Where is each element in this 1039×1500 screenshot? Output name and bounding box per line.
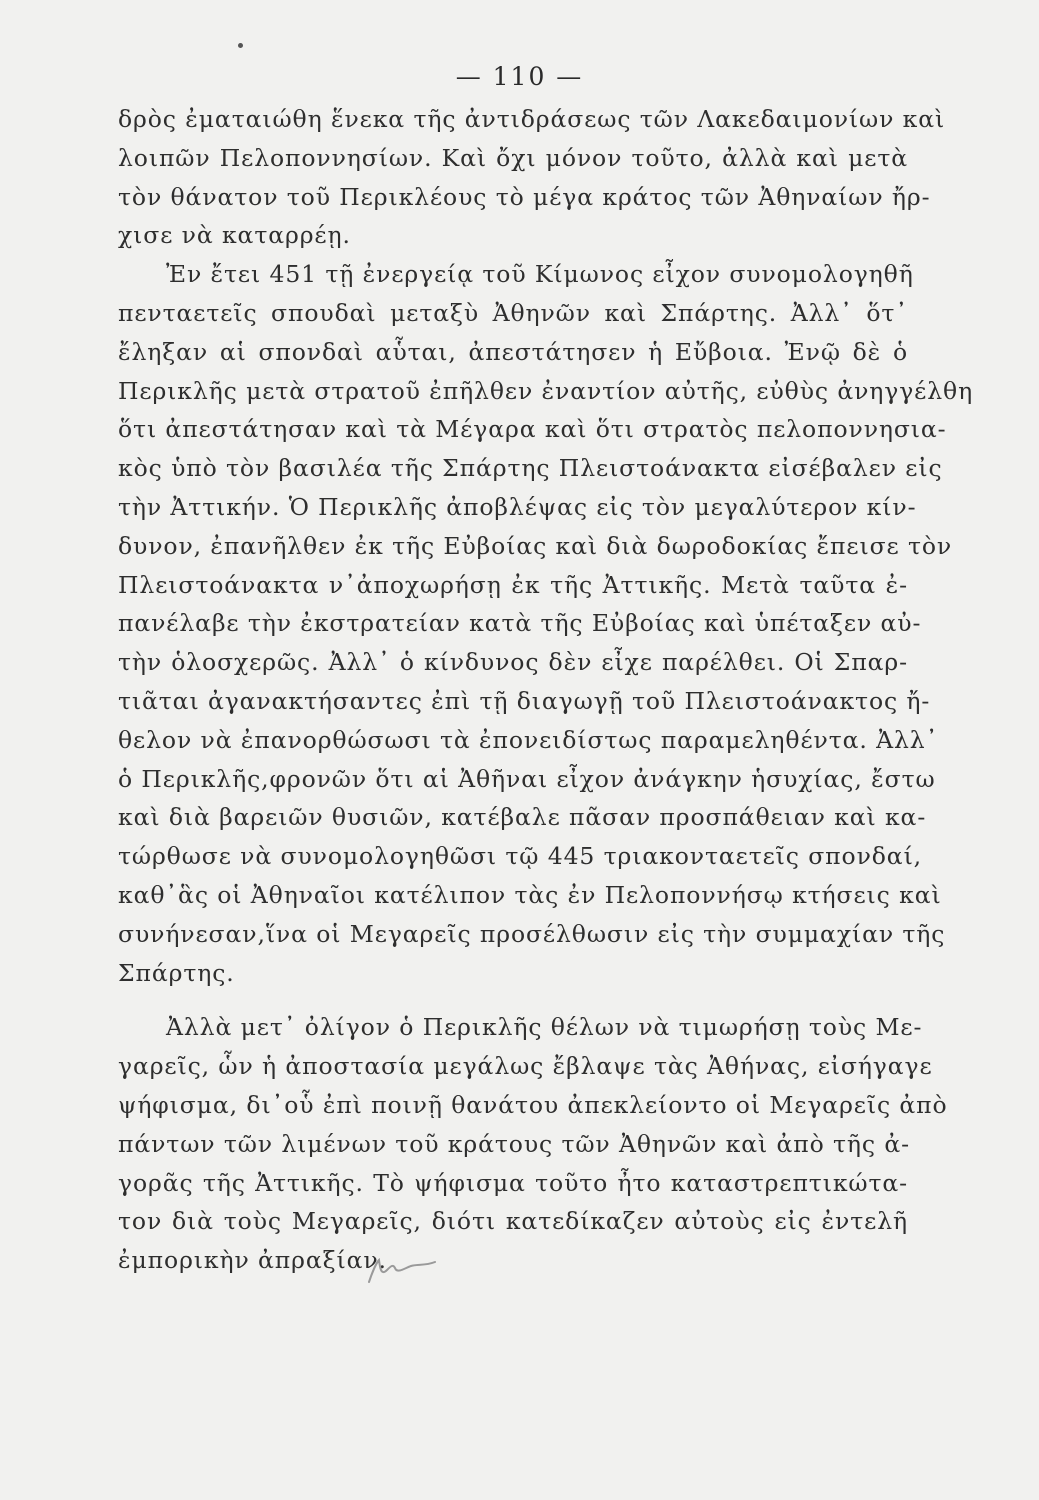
text-line: κὸς ὑπὸ τὸν βασιλέα τῆς Σπάρτης Πλειστοάνακτα εἰσέβαλεν εἰς (118, 454, 943, 483)
text-line: ψήφισμα, δι᾽οὗ ἐπὶ ποινῇ θανάτου ἀπεκλείοντο οἱ Μεγαρεῖς ἀπὸ (118, 1090, 948, 1119)
text-line: Σπάρτης. (118, 958, 235, 987)
paragraph-1 (118, 100, 946, 255)
text-line: τιᾶται ἀγανακτήσαντες ἐπὶ τῇ διαγωγῇ τοῦ Πλειστοάνακτος ἤ- (118, 686, 931, 715)
text-line: πάντων τῶν λιμένων τοῦ κράτους τῶν Ἀθηνῶν καὶ ἀπὸ τῆς ἀ- (118, 1129, 910, 1158)
text-line: Ἀλλὰ μετ᾽ ὀλίγον ὁ Περικλῆς θέλων νὰ τιμωρήσῃ τοὺς Με- (166, 1013, 923, 1042)
text-line: ἔληξαν αἱ σπονδαὶ αὗται, ἀπεστάτησεν ἡ Εὔβοια. Ἐνῷ δὲ ὁ (118, 337, 908, 366)
text-line: Ἐν ἔτει 451 τῇ ἐνεργείᾳ τοῦ Κίμωνος εἶχον συνομολογηθῆ (166, 260, 914, 289)
text-line: πενταετεῖς σπουδαὶ μεταξὺ Ἀθηνῶν καὶ Σπάρτης. Ἀλλ᾽ ὅτ᾽ (118, 298, 908, 327)
paragraph-3 (118, 1008, 948, 1280)
text-line: θελον νὰ ἐπανορθώσωσι τὰ ἐπονειδίστως παραμεληθέντα. Ἀλλ᾽ (118, 725, 939, 754)
text-line: γαρεῖς, ὧν ἡ ἀποστασία μεγάλως ἔβλαψε τὰς Ἀθήνας, εἰσήγαγε (118, 1052, 933, 1081)
text-line: ὁ Περικλῆς,φρονῶν ὅτι αἱ Ἀθῆναι εἶχον ἀνάγκην ἡσυχίας, ἔστω (118, 764, 936, 793)
text-line: τὸν θάνατον τοῦ Περικλέους τὸ μέγα κράτος τῶν Ἀθηναίων ἤρ- (118, 182, 931, 211)
text-line: χισε νὰ καταρρέῃ. (118, 221, 351, 250)
paragraph-2 (118, 255, 974, 992)
text-line: τώρθωσε νὰ συνομολογηθῶσι τῷ 445 τριακονταετεῖς σπονδαί, (118, 842, 923, 871)
text-line: τὴν ὁλοσχερῶς. Ἀλλ᾽ ὁ κίνδυνος δὲν εἶχε παρέλθει. Οἱ Σπαρ- (118, 648, 908, 677)
text-line: λοιπῶν Πελοποννησίων. Καὶ ὄχι μόνον τοῦτο, ἀλλὰ καὶ μετὰ (118, 143, 908, 172)
text-line: δρὸς ἐματαιώθη ἕνεκα τῆς ἀντιδράσεως τῶν Λακεδαιμονίων καὶ (118, 105, 946, 133)
text-line: συνήνεσαν,ἵνα οἱ Μεγαρεῖς προσέλθωσιν εἰς τὴν συμμαχίαν τῆς (118, 919, 946, 948)
text-line: ὅτι ἀπεστάτησαν καὶ τὰ Μέγαρα καὶ ὅτι στρατὸς πελοποννησια- (118, 415, 947, 444)
text-line: γορᾶς τῆς Ἀττικῆς. Τὸ ψήφισμα τοῦτο ἦτο καταστρεπτικώτα- (118, 1168, 908, 1197)
text-line: πανέλαβε τὴν ἐκστρατείαν κατὰ τῆς Εὐβοίας καὶ ὑπέταξεν αὐ- (118, 609, 922, 638)
ink-dot (238, 43, 243, 48)
text-line: τὴν Ἀττικήν. Ὁ Περικλῆς ἀποβλέψας εἰς τὸν μεγαλύτερον κίν- (118, 492, 917, 521)
text-line: Περικλῆς μετὰ στρατοῦ ἐπῆλθεν ἐναντίον αὐτῆς, εὐθὺς ἀνηγγέλθη (118, 376, 974, 405)
paragraph-gap (118, 992, 908, 1008)
text-line: καθ᾽ἃς οἱ Ἀθηναῖοι κατέλιπον τὰς ἐν Πελοποννήσῳ κτήσεις καὶ (118, 880, 942, 909)
text-line: Πλειστοάνακτα ν᾽ἀποχωρήσῃ ἐκ τῆς Ἀττικῆς. Μετὰ ταῦτα ἐ- (118, 570, 908, 599)
body-text (118, 100, 974, 1280)
page-number: — 110 — (455, 62, 584, 91)
pencil-scribble-mark (365, 1248, 445, 1288)
text-line: ἐμπορικὴν ἀπραξίαν. (118, 1246, 387, 1275)
text-line: καὶ διὰ βαρειῶν θυσιῶν, κατέβαλε πᾶσαν προσπάθειαν καὶ κα- (118, 803, 927, 832)
text-line: δυνον, ἐπανῆλθεν ἐκ τῆς Εὐβοίας καὶ διὰ δωροδοκίας ἔπεισε τὸν (118, 531, 953, 560)
text-line: τον διὰ τοὺς Μεγαρεῖς, διότι κατεδίκαζεν αὐτοὺς εἰς ἐντελῆ (118, 1207, 908, 1236)
